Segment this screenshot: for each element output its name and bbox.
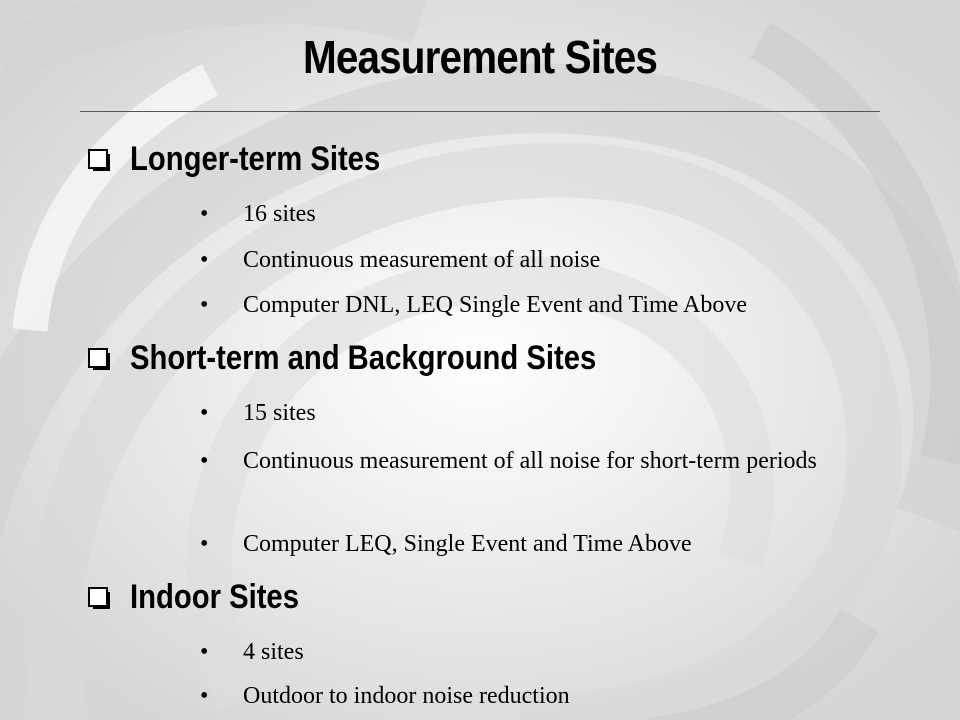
list-item-text: 16 sites <box>243 201 316 227</box>
bullet-glyph: • <box>200 639 209 665</box>
bullet-glyph: • <box>200 247 209 273</box>
checkbox-icon <box>88 348 110 370</box>
list-item-text: 15 sites <box>243 400 316 426</box>
bullet-glyph: • <box>200 531 209 557</box>
slide-title: Measurement Sites <box>302 31 658 83</box>
bullet-glyph: • <box>200 683 209 709</box>
list-item <box>200 445 913 477</box>
list-item-text: Continuous measurement of all noise <box>243 247 601 273</box>
checkbox-icon <box>88 587 110 609</box>
list-item <box>200 244 913 276</box>
section-heading-label: Longer-term Sites <box>130 140 381 178</box>
list-item <box>200 636 913 668</box>
section-heading-label: Indoor Sites <box>130 578 299 616</box>
section-heading-short-term <box>88 339 672 378</box>
section-heading-longer-term <box>88 140 421 179</box>
bullet-glyph: • <box>200 292 209 318</box>
list-item-text: Computer LEQ, Single Event and Time Above <box>243 531 692 557</box>
bullet-glyph: • <box>200 201 209 227</box>
list-item <box>200 198 913 230</box>
list-item <box>200 289 913 321</box>
checkbox-icon <box>88 149 110 171</box>
list-item-text: Computer DNL, LEQ Single Event and Time Above <box>243 292 747 318</box>
section-heading-label: Short-term and Background Sites <box>130 339 597 377</box>
list-item-text: Outdoor to indoor noise reduction <box>243 683 570 709</box>
list-item-text: 4 sites <box>243 639 304 665</box>
section-heading-indoor <box>88 578 326 617</box>
list-item <box>200 397 913 429</box>
list-item <box>200 680 913 712</box>
list-item <box>200 528 913 560</box>
bullet-glyph: • <box>200 448 209 474</box>
bullet-glyph: • <box>200 400 209 426</box>
list-item-text: Continuous measurement of all noise for short-term periods <box>243 448 817 474</box>
